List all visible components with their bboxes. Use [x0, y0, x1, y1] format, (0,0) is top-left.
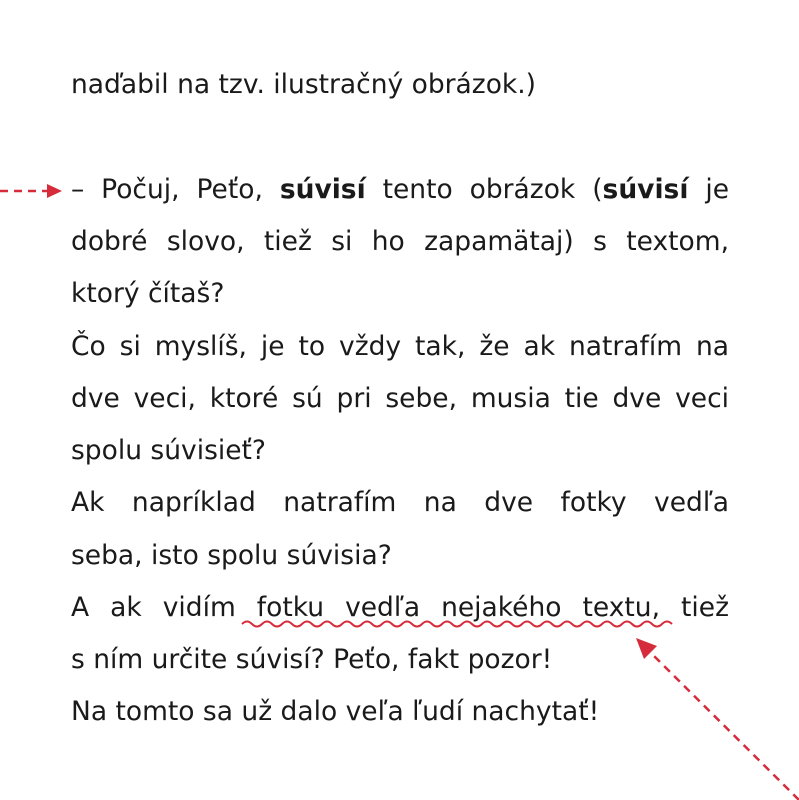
text-line	[71, 487, 729, 518]
text-fragment: A ak vidím	[71, 592, 257, 623]
paragraph-text: Čo si myslíš, je to vždy tak, že ak natrafím na	[71, 331, 729, 362]
text-line	[71, 540, 729, 571]
paragraph-text: Ak napríklad natrafím na dve fotky vedľa	[71, 487, 729, 518]
paragraph-text: spolu súvisieť?	[71, 435, 266, 466]
text-line	[71, 696, 729, 727]
text-line	[71, 278, 729, 309]
paragraph-text: ktorý čítaš?	[71, 278, 225, 309]
left-pointer-arrow-icon	[0, 184, 62, 198]
text-line	[71, 331, 729, 362]
text-line	[71, 174, 730, 205]
text-fragment: tiež	[660, 592, 729, 623]
text-fragment: – Počuj, Peťo,	[71, 174, 280, 205]
paragraph-text: naďabil na tzv. ilustračný obrázok.)	[71, 69, 537, 100]
paragraph-text: seba, isto spolu súvisia?	[71, 540, 392, 571]
text-line	[71, 435, 729, 466]
emphasized-word: súvisí	[602, 174, 689, 205]
text-fragment: je	[688, 174, 730, 205]
text-line	[71, 592, 729, 623]
text-line	[71, 69, 729, 100]
paragraph-text: s ním určite súvisí? Peťo, fakt pozor!	[71, 644, 553, 675]
text-line	[71, 383, 729, 414]
text-fragment: tento obrázok (	[365, 174, 603, 205]
text-line	[71, 644, 729, 675]
underlined-phrase: fotku vedľa nejakého textu,	[256, 592, 661, 623]
paragraph-text: dobré slovo, tiež si ho zapamätaj) s textom,	[71, 226, 729, 257]
paragraph-text: Na tomto sa už dalo veľa ľudí nachytať!	[71, 696, 600, 727]
paragraph-text: dve veci, ktoré sú pri sebe, musia tie dve veci	[71, 383, 729, 414]
text-line	[71, 226, 729, 257]
emphasized-word: súvisí	[279, 174, 366, 205]
